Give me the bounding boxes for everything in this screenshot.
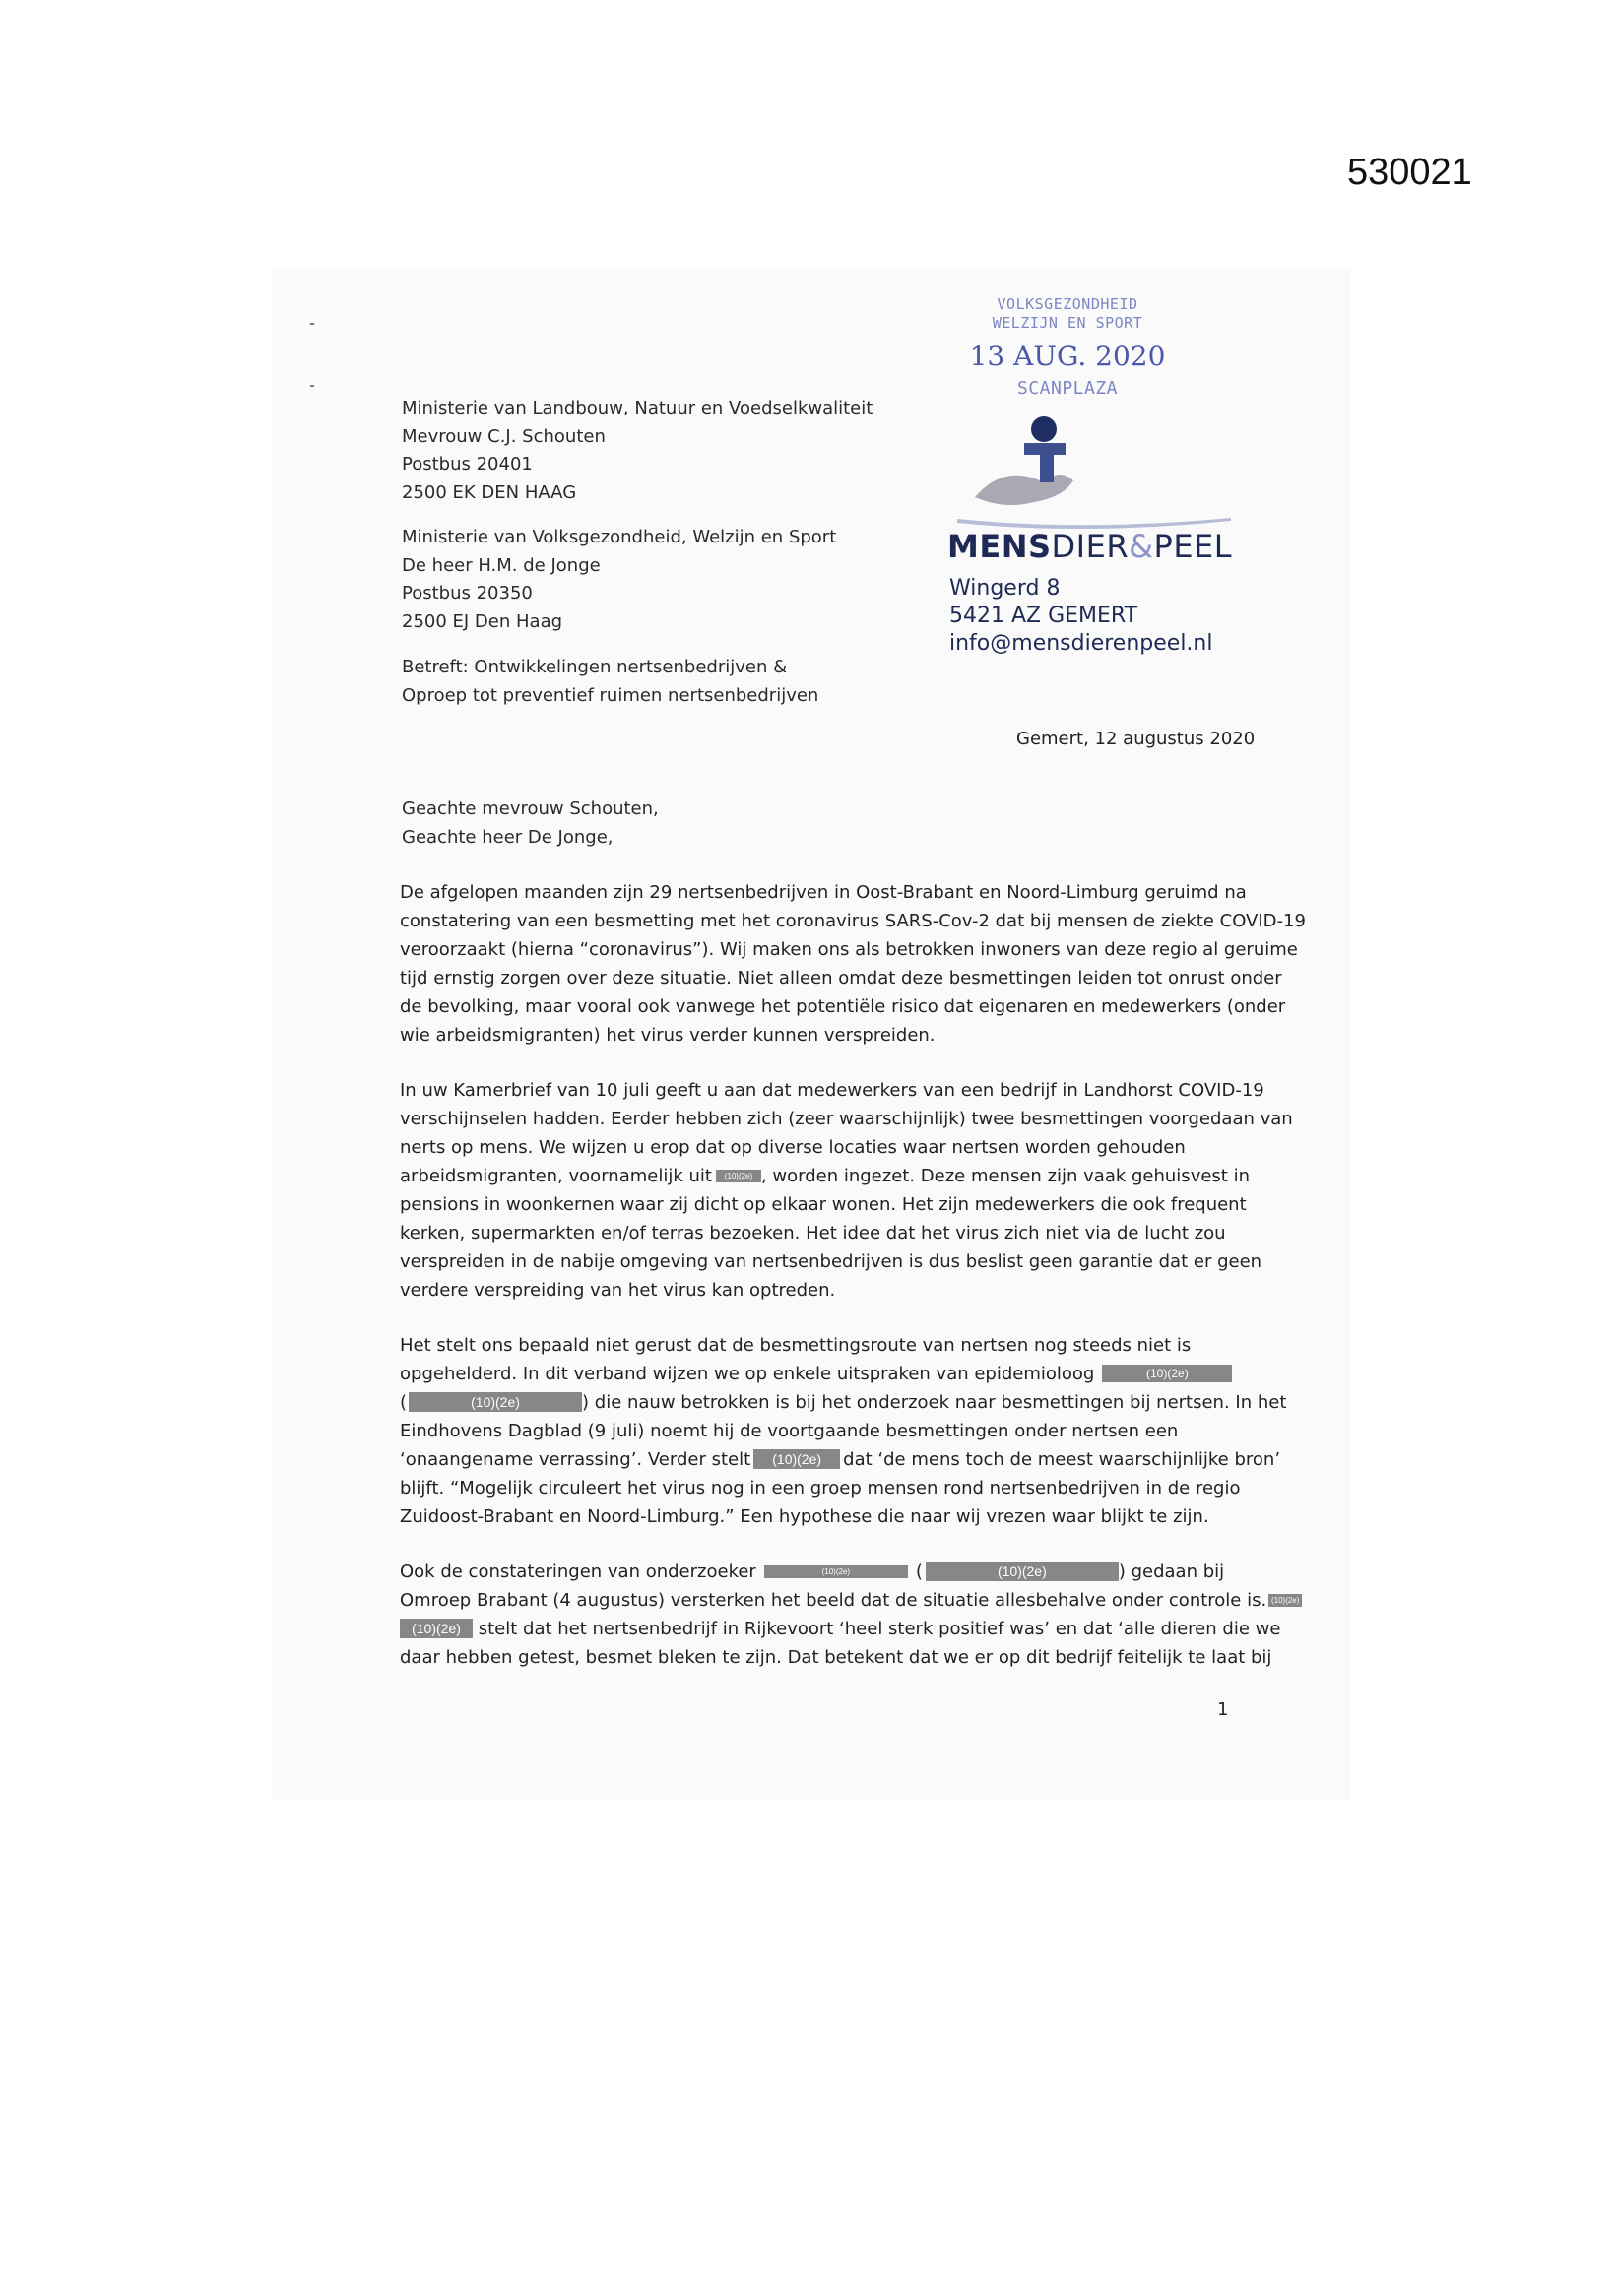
stamp-date: 13 AUG. 2020 — [969, 340, 1166, 372]
text-segment: stelt dat het nertsenbedrijf in Rijkevoort ‘heel sterk positief was’ en dat ‘alle dieren die we — [473, 1619, 1281, 1639]
text-line — [400, 1445, 1281, 1474]
text-line: nerts op mens. We wijzen u erop dat op diverse locaties waar nertsen worden gehouden — [400, 1137, 1186, 1158]
paragraph-2 — [400, 1076, 1293, 1305]
text-line: veroorzaakt (hierna “coronavirus”). Wij maken ons als betrokken inwoners van deze regio al geruime — [400, 939, 1298, 960]
page-number: 1 — [1217, 1699, 1229, 1720]
stamp-line-1: VOLKSGEZONDHEID — [997, 295, 1138, 313]
paragraph-4 — [400, 1558, 1300, 1672]
mensdierenpeel-logo — [945, 404, 1231, 532]
recipient-vws — [402, 524, 836, 636]
redaction-box: (10)(2e) — [409, 1392, 582, 1412]
brand-wordmark — [947, 528, 1232, 565]
recipient-line: Postbus 20401 — [402, 454, 533, 475]
text-segment: ) die nauw betrokken is bij het onderzoek naar besmettingen bij nertsen. In het — [582, 1392, 1287, 1413]
redaction-box: (10)(2e) — [764, 1565, 908, 1578]
letter-date: Gemert, 12 augustus 2020 — [1016, 729, 1256, 749]
text-segment: ( — [915, 1562, 923, 1582]
text-line: tijd ernstig zorgen over deze situatie. Niet alleen omdat deze besmettingen leiden tot onrust onder — [400, 968, 1282, 989]
text-line: blijft. “Mogelijk circuleert het virus nog in een groep mensen rond nertsenbedrijven in de regio — [400, 1478, 1241, 1499]
text-segment: Omroep Brabant (4 augustus) versterken het beeld dat de situatie allesbehalve onder controle is. — [400, 1590, 1267, 1611]
recipient-line: Ministerie van Volksgezondheid, Welzijn en Sport — [402, 527, 837, 547]
brand-part-peel: PEEL — [1153, 528, 1233, 565]
text-segment: dat ‘de mens toch de meest waarschijnlijke bron’ — [843, 1449, 1281, 1470]
text-line: pensions in woonkernen waar zij dicht op elkaar wonen. Het zijn medewerkers die ook frequent — [400, 1194, 1247, 1215]
sender-postcode: 5421 AZ GEMERT — [949, 604, 1138, 628]
text-line: daar hebben getest, besmet bleken te zijn. Dat betekent dat we er op dit bedrijf feitelijk te laat bij — [400, 1647, 1272, 1668]
text-line: kerken, supermarkten en/of terras bezoeken. Het idee dat het virus zich niet via de lucht zou — [400, 1223, 1226, 1244]
salutation-line: Geachte heer De Jonge, — [402, 826, 614, 848]
sender-email: info@mensdierenpeel.nl — [949, 631, 1213, 656]
redaction-box: (10)(2e) — [1268, 1594, 1302, 1607]
text-segment: ( — [400, 1392, 408, 1413]
text-segment: ) gedaan bij — [1118, 1562, 1225, 1582]
text-line — [400, 1388, 1287, 1417]
redaction-box: (10)(2e) — [926, 1562, 1119, 1581]
text-line — [400, 1615, 1281, 1643]
recipient-lvn — [402, 395, 873, 507]
redaction-box: (10)(2e) — [400, 1619, 473, 1638]
animal-shape — [975, 475, 1073, 505]
salutation — [402, 796, 659, 852]
scan-mark — [310, 385, 314, 387]
subject-line: Betreft: Ontwikkelingen nertsenbedrijven & — [402, 657, 788, 677]
text-line: verschijnselen hadden. Eerder hebben zich (zeer waarschijnlijk) twee besmettingen voorgedaan van — [400, 1109, 1293, 1129]
text-line: Zuidoost-Brabant en Noord-Limburg.” Een hypothese die naar wij vrezen waar blijkt te zijn. — [400, 1506, 1209, 1527]
stamp-line-2: WELZIJN EN SPORT — [992, 314, 1143, 332]
brand-part-dier: DIER — [1051, 528, 1130, 565]
subject-line: Oproep tot preventief ruimen nertsenbedrijven — [402, 684, 819, 706]
text-segment: ‘onaangename verrassing’. Verder stelt — [400, 1449, 751, 1470]
sender-street: Wingerd 8 — [949, 576, 1061, 601]
text-segment: , worden ingezet. Deze mensen zijn vaak gehuisvest in — [760, 1166, 1250, 1186]
text-line: Het stelt ons bepaald niet gerust dat de besmettingsroute van nertsen nog steeds niet is — [400, 1335, 1192, 1356]
paragraph-1 — [400, 878, 1306, 1050]
recipient-line: 2500 EK DEN HAAG — [402, 481, 577, 503]
redaction-box: (10)(2e) — [753, 1449, 840, 1469]
recipient-line: Mevrouw C.J. Schouten — [402, 425, 606, 447]
paragraph-3 — [400, 1331, 1287, 1531]
text-line — [400, 1360, 1247, 1388]
text-line: Eindhovens Dagblad (9 juli) noemt hij de voortgaande besmettingen onder nertsen een — [400, 1421, 1179, 1441]
brand-part-amp: & — [1129, 528, 1154, 565]
text-line: verspreiden in de nabije omgeving van nertsenbedrijven is dus beslist geen garantie dat er geen — [400, 1251, 1262, 1272]
brand-part-mens: MENS — [947, 528, 1052, 565]
text-segment: arbeidsmigranten, voornamelijk uit — [400, 1166, 712, 1186]
text-line: wie arbeidsmigranten) het virus verder kunnen verspreiden. — [400, 1025, 936, 1046]
recipient-line: 2500 EJ Den Haag — [402, 610, 563, 632]
text-segment: Ook de constateringen van onderzoeker — [400, 1562, 756, 1582]
text-segment: opgehelderd. In dit verband wijzen we op enkele uitspraken van epidemioloog — [400, 1364, 1095, 1384]
redaction-box: (10)(2e) — [716, 1170, 761, 1182]
scan-mark — [310, 323, 314, 325]
sender-address — [949, 575, 1212, 658]
text-line: In uw Kamerbrief van 10 juli geeft u aan dat medewerkers van een bedrijf in Landhorst COVID-19 — [400, 1080, 1264, 1101]
text-line: De afgelopen maanden zijn 29 nertsenbedrijven in Oost-Brabant en Noord-Limburg geruimd na — [400, 882, 1247, 903]
redaction-box: (10)(2e) — [1102, 1365, 1232, 1382]
subject — [402, 654, 818, 710]
text-line — [400, 1162, 1250, 1190]
text-line — [400, 1586, 1300, 1615]
text-line — [400, 1558, 1247, 1586]
text-line: verdere verspreiding van het virus kan optreden. — [400, 1280, 836, 1301]
receipt-stamp — [969, 295, 1166, 402]
salutation-line: Geachte mevrouw Schouten, — [402, 798, 659, 819]
recipient-line: Ministerie van Landbouw, Natuur en Voedselkwaliteit — [402, 398, 873, 418]
recipient-line: De heer H.M. de Jonge — [402, 554, 601, 576]
document-number: 530021 — [1347, 152, 1472, 193]
recipient-line: Postbus 20350 — [402, 583, 533, 604]
text-line: de bevolking, maar vooral ook vanwege het potentiële risico dat eigenaren en medewerkers (onder — [400, 996, 1286, 1017]
text-line: constatering van een besmetting met het coronavirus SARS-Cov-2 dat bij mensen de ziekte COVID-19 — [400, 911, 1306, 931]
figure-head — [1031, 416, 1057, 442]
stamp-line-4: SCANPLAZA — [1016, 378, 1119, 399]
